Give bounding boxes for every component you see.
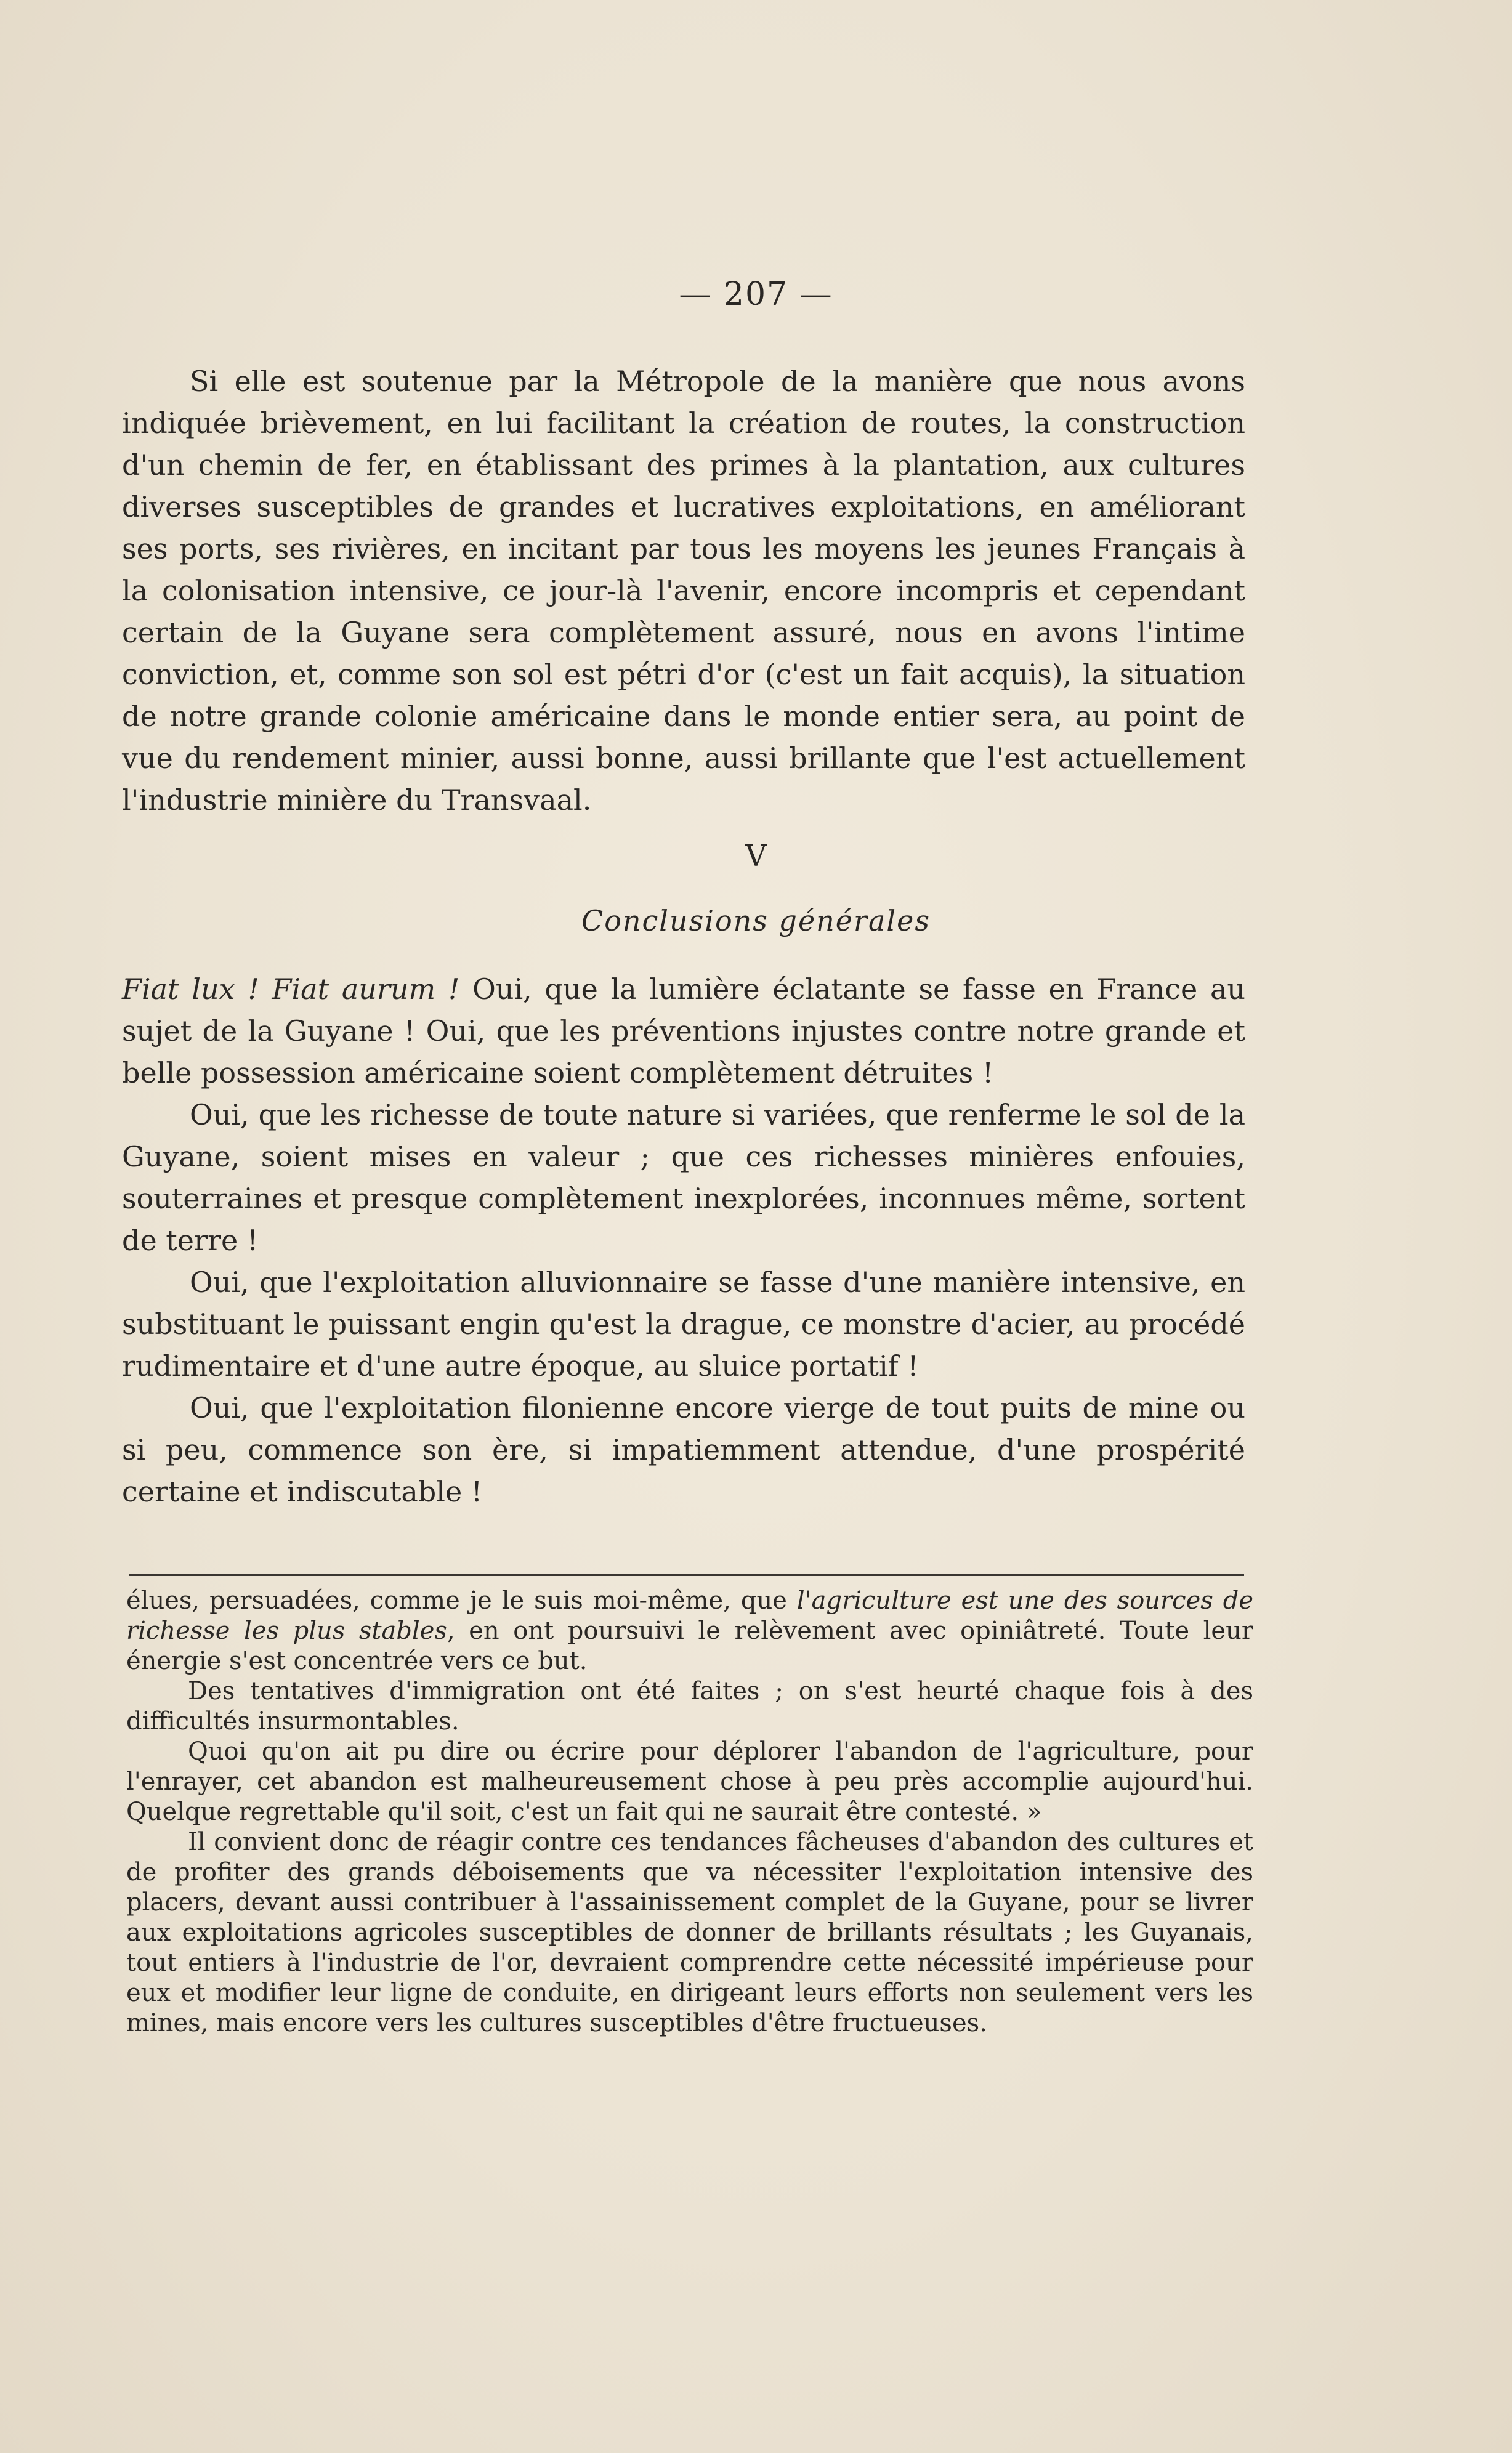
footnote-paragraph-1 [126, 1586, 1253, 1676]
footnote-paragraph-3: Quoi qu'on ait pu dire ou écrire pour déplorer l'abandon de l'agriculture, pour l'enrayer, cet abandon est malheureusement chose à peu près accomplie aujourd'hui. Quelque regrettable qu'il soit, c'est un fait qui ne saurait être contesté. » [126, 1737, 1253, 1826]
footnote-block [126, 1586, 1253, 2039]
footnote-paragraph-1-start: élues, persuadées, comme je le suis moi-même, que [126, 1586, 797, 1615]
section-title: Conclusions générales [581, 904, 931, 937]
conclusions-block [122, 968, 1245, 1513]
section-numeral: V [745, 839, 767, 873]
footnote-quote-italic: l'agriculture est une des sources de richesse les plus stables [126, 1586, 1253, 1645]
footnote-paragraph-2: Des tentatives d'immigration ont été faites ; on s'est heurté chaque fois à des difficultés insurmontables. [126, 1677, 1253, 1736]
page-number: — 207 — [679, 276, 833, 313]
footnote-separator [129, 1574, 1244, 1576]
footnote-paragraph-1-end: , en ont poursuivi le relèvement avec opiniâtreté. Toute leur énergie s'est concentrée vers ce but. [126, 1617, 1253, 1675]
main-paragraph: Si elle est soutenue par la Métropole de la manière que nous avons indiquée brièvement, en lui facilitant la création de routes, la construction d'un chemin de fer, en établissant des primes à la plantation, aux cultures diverses susceptibles de grandes et lucratives exploitations, en améliorant ses ports, ses rivières, en incitant par tous les moyens les jeunes Français à la colonisation intensive, ce jour-là l'avenir, encore incompris et cependant certain de la Guyane sera complètement assuré, nous en avons l'intime conviction, et, comme son sol est pétri d'or (c'est un fait acquis), la situation de notre grande colonie américaine dans le monde entier sera, au point de vue du rendement minier, aussi bonne, aussi brillante que l'est actuellement l'industrie minière du Transvaal. [122, 365, 1245, 817]
conclusion-paragraph-2: Oui, que les richesse de toute nature si variées, que renferme le sol de la Guyane, soient mises en valeur ; que ces richesses minières enfouies, souterraines et presque complètement inexplorées, inconnues même, sortent de terre ! [122, 1098, 1245, 1257]
main-paragraph-block [122, 360, 1245, 821]
conclusion-paragraph-4: Oui, que l'exploitation filonienne encore vierge de tout puits de mine ou si peu, commence son ère, si impatiemment attendue, d'une prospérité certaine et indiscutable ! [122, 1391, 1245, 1508]
conclusion-paragraph-3: Oui, que l'exploitation alluvionnaire se fasse d'une manière intensive, en substituant le puissant engin qu'est la drague, ce monstre d'acier, au procédé rudimentaire et d'une autre époque, au sluice portatif ! [122, 1266, 1245, 1383]
footnote-paragraph-4: Il convient donc de réagir contre ces tendances fâcheuses d'abandon des cultures et de profiter des grands déboisements que va nécessiter l'exploitation intensive des placers, devant aussi contribuer à l'assainissement complet de la Guyane, pour se livrer aux exploitations agricoles susceptibles de donner de brillants résultats ; les Guyanais, tout entiers à l'industrie de l'or, devraient comprendre cette nécessité impérieuse pour eux et modifier leur ligne de conduite, en dirigeant leurs efforts non seulement vers les mines, mais encore vers les cultures susceptibles d'être fructueuses. [126, 1828, 1253, 2037]
conclusion-paragraph-1-text: Oui, que la lumière éclatante se fasse en France au sujet de la Guyane ! Oui, que les préventions injustes contre notre grande et belle possession américaine soient complètement détruites ! [122, 972, 1245, 1089]
conclusion-paragraph-1 [122, 968, 1245, 1094]
latin-motto: Fiat lux ! Fiat aurum ! [122, 972, 460, 1006]
